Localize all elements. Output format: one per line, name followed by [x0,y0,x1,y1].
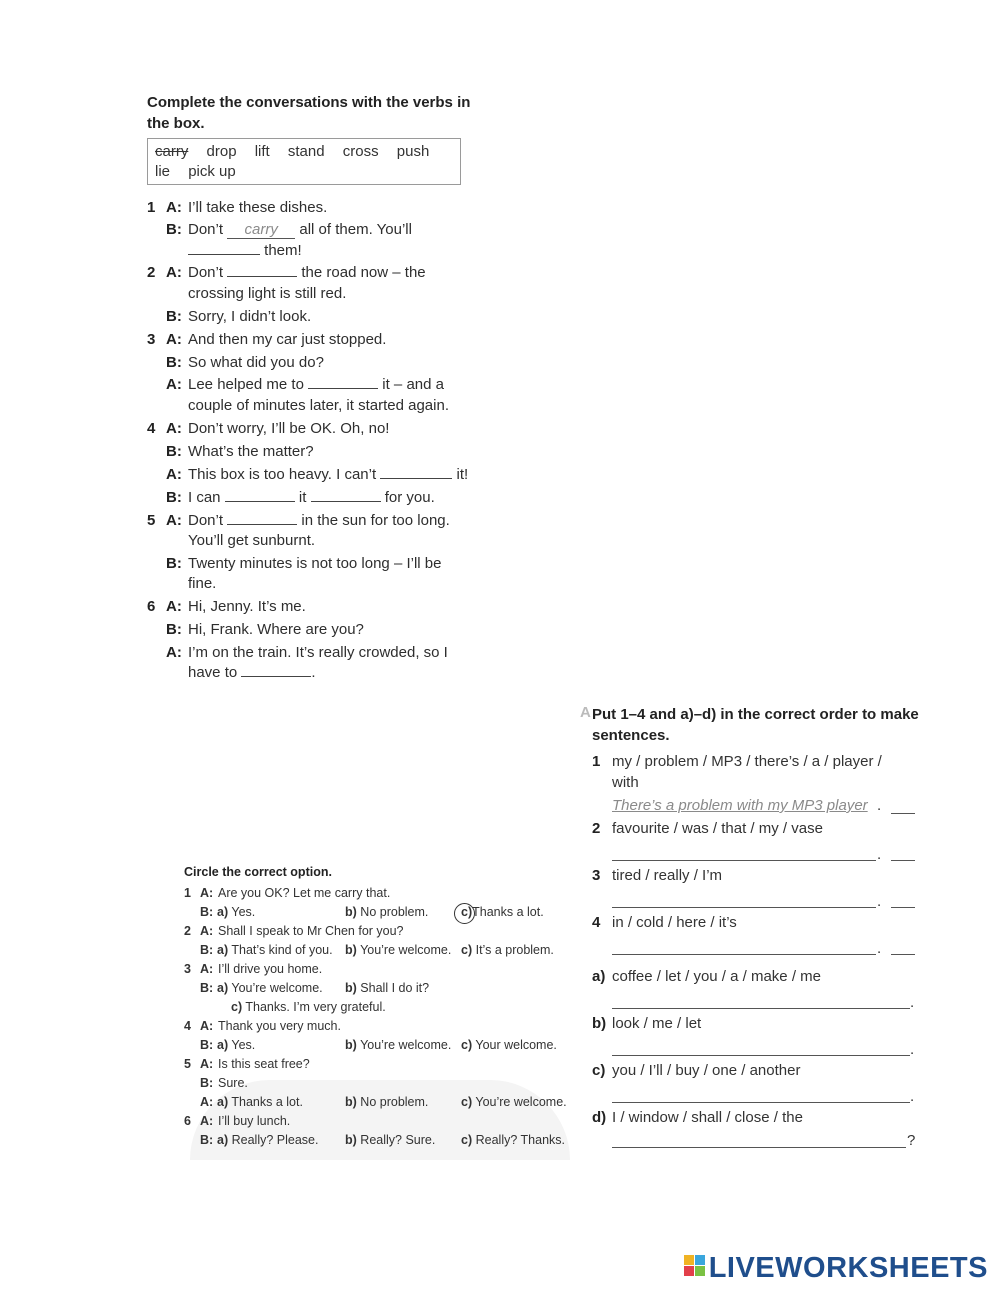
question-text: Are you OK? Let me carry that. [218,886,391,900]
option-a[interactable] [217,980,323,997]
speaker-b: B: [200,1133,214,1147]
speaker-a: A: [200,1057,214,1071]
word-pick-up: pick up [188,163,236,180]
dialogue-line: I’ll take these dishes. [188,199,328,216]
option-letter: c) [461,905,473,919]
item-number: 5 [147,512,156,529]
speaker-b: B: [200,943,214,957]
item-number: 3 [592,867,601,884]
option-letter: a) [217,1133,229,1147]
item-number: 6 [184,1114,191,1128]
option-text: Your welcome. [475,1038,557,1052]
option-letter: c) [461,1133,473,1147]
word-stand: stand [287,143,325,160]
speaker-a: A: [166,420,182,437]
punctuation: . [877,893,882,910]
option-c[interactable] [461,942,554,959]
item-number: 4 [592,914,601,931]
item-number: 2 [184,924,191,938]
text: for you. [384,489,435,506]
option-c[interactable] [461,1094,567,1111]
order-blank[interactable] [891,954,915,955]
option-text: Shall I do it? [360,981,430,995]
dialogue-line [188,219,412,240]
option-c[interactable] [461,904,544,921]
dialogue-line: So what did you do? [188,354,324,371]
option-text: Really? Please. [231,1133,319,1147]
word-push: push [396,143,430,160]
speaker-b: B: [166,555,182,572]
question-text: Shall I speak to Mr Chen for you? [218,924,404,938]
answer-line[interactable] [612,1147,906,1148]
exercise3-title: Circle the correct option. [184,865,332,879]
option-text: Thanks a lot. [472,905,544,919]
option-letter: a) [217,943,229,957]
option-b[interactable] [345,1094,428,1111]
dialogue-line: Sorry, I didn’t look. [188,308,312,325]
item-letter: a) [592,968,606,985]
speaker-a: A: [166,331,182,348]
example-answer: There’s a problem with my MP3 player [612,797,868,814]
option-b[interactable] [345,1132,435,1149]
response-text: Sure. [218,1076,248,1090]
text: the road now – the [301,264,426,281]
speaker-b: B: [200,1038,214,1052]
speaker-b: B: [166,354,182,371]
option-letter: c) [461,1095,473,1109]
logo-icon [684,1255,706,1277]
item-letter: d) [592,1109,607,1126]
speaker-a: A: [166,644,182,661]
word-lift: lift [254,143,270,160]
text: Don’t [188,512,224,529]
option-letter: a) [217,981,229,995]
option-letter: a) [217,1038,229,1052]
speaker-b: B: [200,981,214,995]
punctuation: . [910,1088,915,1105]
text: it! [456,466,469,483]
item-letter: c) [592,1062,606,1079]
dialogue-line [188,240,302,261]
option-text: Yes. [231,1038,256,1052]
word-cross: cross [342,143,379,160]
text: Don’t [188,221,224,238]
option-text: You’re welcome. [475,1095,567,1109]
dialogue-line [188,464,468,485]
dialogue-line: crossing light is still red. [188,285,347,302]
dialogue-line [188,510,450,531]
word-box [147,138,461,185]
scrambled-words: favourite / was / that / my / vase [612,820,823,837]
order-blank[interactable] [891,860,915,861]
speaker-b: B: [166,621,182,638]
option-letter: b) [345,905,357,919]
option-a[interactable] [217,904,255,921]
speaker-b: B: [200,1076,214,1090]
option-letter: b) [345,981,357,995]
text: them! [264,242,302,259]
option-c[interactable] [231,999,386,1016]
option-text: It’s a problem. [475,943,554,957]
option-letter: a) [217,1095,229,1109]
scrambled-words: with [612,774,639,791]
dialogue-line: couple of minutes later, it started again. [188,397,449,414]
text: Don’t [188,264,224,281]
answer-blank[interactable] [380,464,452,479]
speaker-a: A: [166,264,182,281]
dialogue-line: What’s the matter? [188,443,314,460]
punctuation: . [877,797,882,814]
option-a[interactable] [217,1132,318,1149]
text: Lee helped me to [188,376,304,393]
answer-line[interactable] [612,907,876,908]
text: This box is too heavy. I can’t [188,466,377,483]
dialogue-line [188,262,426,283]
speaker-b: B: [200,905,214,919]
option-letter: b) [345,1038,357,1052]
dialogue-line [188,662,316,683]
dialogue-line [188,374,444,395]
answer-blank[interactable] [225,487,295,502]
dialogue-line: Don’t worry, I’ll be OK. Oh, no! [188,420,390,437]
item-number: 1 [184,886,191,900]
option-letter: b) [345,1133,357,1147]
speaker-b: B: [166,221,182,238]
option-b[interactable] [345,942,451,959]
option-c[interactable] [461,1132,565,1149]
option-text: You’re welcome. [231,981,323,995]
order-blank[interactable] [891,907,915,908]
speaker-a: A: [166,376,182,393]
speaker-a: A: [200,1095,214,1109]
answer-line[interactable] [612,954,876,955]
option-letter: c) [231,1000,243,1014]
answer-blank[interactable] [311,487,381,502]
answer-line[interactable] [612,1102,910,1103]
exercise1-title: Complete the conversations with the verbs in the box. [147,94,471,132]
punctuation: . [877,940,882,957]
option-a[interactable] [217,942,333,959]
option-b[interactable] [345,1037,451,1054]
answer-blank[interactable] [241,662,311,677]
item-number: 5 [184,1057,191,1071]
option-letter: a) [217,905,229,919]
liveworksheets-logo [684,1252,988,1285]
answer-blank[interactable] [308,374,378,389]
speaker-b: B: [166,308,182,325]
punctuation: . [910,994,915,1011]
question-text: Thank you very much. [218,1019,341,1033]
option-letter: c) [461,1038,473,1052]
option-text: Really? Sure. [360,1133,436,1147]
scrambled-words: my / problem / MP3 / there’s / a / player / [612,753,882,770]
text: have to [188,664,238,681]
item-number: 3 [147,331,156,348]
text: it [298,489,307,506]
answer-blank[interactable] [188,240,260,255]
option-text: No problem. [360,905,429,919]
text: all of them. You’ll [299,221,412,238]
answer-blank[interactable] [227,510,297,525]
answer-line[interactable] [612,860,876,861]
answer-line[interactable] [612,1055,910,1056]
speaker-b: B: [166,443,182,460]
answer-blank[interactable] [227,262,297,277]
speaker-a: A: [200,962,214,976]
speaker-a: A: [200,1114,214,1128]
speaker-a: A: [200,886,214,900]
order-blank[interactable] [891,813,915,814]
speaker-b: B: [166,489,182,506]
text: . [311,664,316,681]
speaker-a: A: [166,466,182,483]
punctuation: ? [907,1132,916,1149]
option-text: You’re welcome. [360,943,452,957]
option-text: That’s kind of you. [231,943,333,957]
speaker-a: A: [166,598,182,615]
item-number: 2 [592,820,601,837]
text: in the sun for too long. [301,512,450,529]
scrambled-words: you / I’ll / buy / one / another [612,1062,801,1079]
dialogue-line: fine. [188,575,217,592]
option-a[interactable] [217,1037,255,1054]
option-text: You’re welcome. [360,1038,452,1052]
exercise2-title: Put 1–4 and a)–d) in the correct order to make sentences. [592,706,919,744]
punctuation: . [910,1041,915,1058]
word-carry: carry [155,143,189,160]
dialogue-line: Hi, Jenny. It’s me. [188,598,306,615]
option-text: Thanks a lot. [231,1095,303,1109]
word-drop: drop [206,143,237,160]
option-b[interactable] [345,980,429,997]
scrambled-words: in / cold / here / it’s [612,914,737,931]
dialogue-line: Hi, Frank. Where are you? [188,621,364,638]
item-number: 2 [147,264,156,281]
dialogue-line [188,487,435,508]
item-letter: b) [592,1015,607,1032]
word-lie: lie [155,163,171,180]
speaker-a: A: [200,924,214,938]
brand-name: LIVEWORKSHEETS [708,1252,988,1284]
option-text: Thanks. I’m very grateful. [245,1000,386,1014]
scrambled-words: coffee / let / you / a / make / me [612,968,821,985]
option-c[interactable] [461,1037,557,1054]
option-a[interactable] [217,1094,303,1111]
item-number: 1 [147,199,156,216]
option-text: Really? Thanks. [475,1133,566,1147]
scrambled-words: look / me / let [612,1015,702,1032]
punctuation: . [877,846,882,863]
dialogue-line: Twenty minutes is not too long – I’ll be [188,555,442,572]
option-letter: b) [345,943,357,957]
item-number: 4 [147,420,156,437]
question-text: I’ll drive you home. [218,962,323,976]
dialogue-line: I’m on the train. It’s really crowded, so I [188,644,448,661]
answer-line[interactable] [612,1008,910,1009]
question-text: I’ll buy lunch. [218,1114,291,1128]
example-answer: carry [227,221,295,239]
exercise-letter: A [580,704,591,721]
item-number: 6 [147,598,156,615]
item-number: 4 [184,1019,191,1033]
text: I can [188,489,221,506]
option-letter: b) [345,1095,357,1109]
question-text: Is this seat free? [218,1057,310,1071]
item-number: 3 [184,962,191,976]
option-b[interactable] [345,904,428,921]
speaker-a: A: [166,512,182,529]
item-number: 1 [592,753,601,770]
text: it – and a [382,376,444,393]
scrambled-words: I / window / shall / close / the [612,1109,803,1126]
speaker-a: A: [166,199,182,216]
scrambled-words: tired / really / I’m [612,867,723,884]
speaker-a: A: [200,1019,214,1033]
option-letter: c) [461,943,473,957]
dialogue-line: And then my car just stopped. [188,331,387,348]
option-text: No problem. [360,1095,429,1109]
option-text: Yes. [231,905,256,919]
dialogue-line: You’ll get sunburnt. [188,532,316,549]
